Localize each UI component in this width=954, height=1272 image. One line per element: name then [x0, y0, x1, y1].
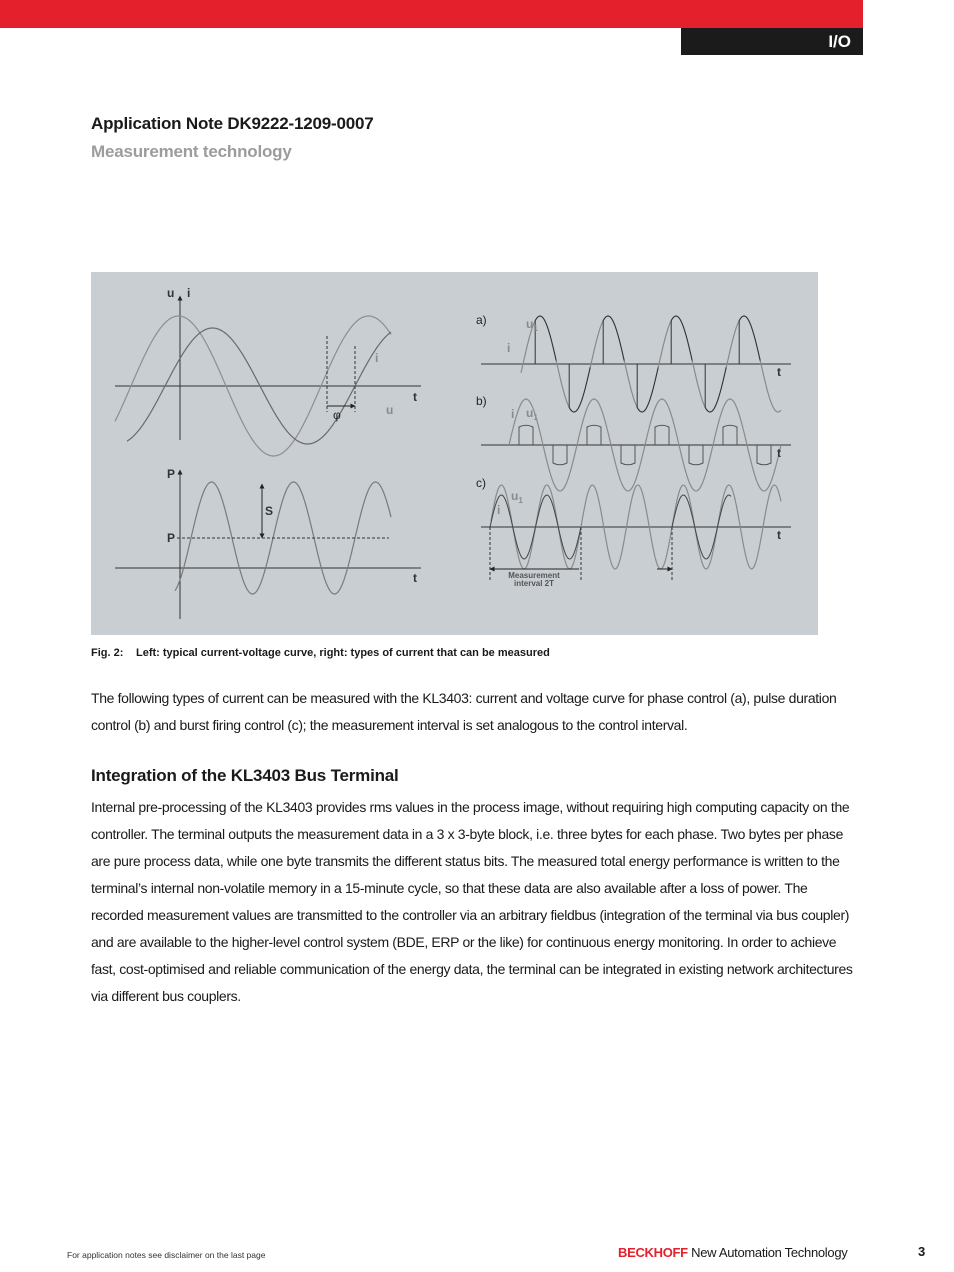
- label-u-axis: u: [167, 286, 175, 300]
- label-i-b: i: [511, 407, 515, 421]
- paragraph-current-types: The following types of current can be measured with the KL3403: current and voltage curve for phase control (a), pulse duration control (b) and burst firing control (c); the measurement interval is set analogous to the control interval.: [91, 690, 837, 733]
- footer-brand: [618, 1245, 847, 1260]
- label-u1-b: $u_1$: [526, 406, 538, 422]
- figure-caption: [91, 647, 550, 659]
- figure-caption-text: Left: typical current-voltage curve, right: types of current that can be measured: [136, 647, 550, 659]
- footer-disclaimer-note: For application notes see disclaimer on the last page: [67, 1250, 266, 1260]
- label-measurement: Measurement: [508, 571, 560, 580]
- label-t-bottom: t: [413, 571, 417, 585]
- top-red-bar: [0, 0, 863, 28]
- section-tab: I/O: [681, 28, 863, 55]
- figure-current-voltage: [91, 272, 818, 635]
- label-i-a: i: [507, 341, 511, 355]
- label-a: a): [476, 313, 487, 327]
- label-u1-a: $u_1$: [526, 317, 538, 333]
- label-t-a: t: [777, 365, 781, 379]
- label-t-c: t: [777, 528, 781, 542]
- label-curve-i: i: [375, 351, 379, 365]
- label-s: S: [265, 504, 274, 518]
- label-i-axis: i: [187, 286, 191, 300]
- document-subtitle: Measurement technology: [91, 142, 292, 161]
- label-i-c: i: [497, 503, 501, 517]
- label-phi: φ: [333, 408, 341, 422]
- page-number: 3: [918, 1244, 926, 1259]
- label-p-level: P: [167, 531, 176, 545]
- label-t-b: t: [777, 446, 781, 460]
- figure-diagram: [91, 272, 818, 635]
- label-u1-c: $u_1$: [511, 489, 523, 505]
- label-interval: interval 2T: [513, 579, 555, 588]
- section-heading: Integration of the KL3403 Bus Terminal: [91, 766, 399, 785]
- label-b: b): [476, 394, 487, 408]
- label-p-axis: P: [167, 467, 176, 481]
- figure-caption-number: Fig. 2:: [91, 647, 124, 659]
- document-title: Application Note DK9222-1209-0007: [91, 114, 374, 133]
- brand-logo: BECKHOFF: [618, 1245, 688, 1260]
- label-curve-u: u: [386, 403, 394, 417]
- label-c: c): [476, 476, 486, 490]
- brand-tagline: New Automation Technology: [691, 1245, 848, 1260]
- paragraph-integration: Internal pre-processing of the KL3403 provides rms values in the process image, without requiring high computing capacity on the controller. The terminal outputs the measurement data in a 3 x 3-byte block, i.e. three bytes for each phase. Two bytes per phase are pure process data, while one byte transmits the different status bits. The measured total energy performance is written to the terminal’s internal non-volatile memory in a 15-minute cycle, so that these data are also available after a loss of power. The recorded measurement values are transmitted to the controller via an arbitrary fieldbus (integration of the terminal via bus coupler) and are available to the higher-level control system (BDE, ERP or the like) for continuous energy monitoring. In order to achieve fast, cost-optimised and reliable communication of the energy data, the terminal can be integrated in existing network architectures via different bus couplers.: [91, 799, 853, 1004]
- label-t-top: t: [413, 390, 417, 404]
